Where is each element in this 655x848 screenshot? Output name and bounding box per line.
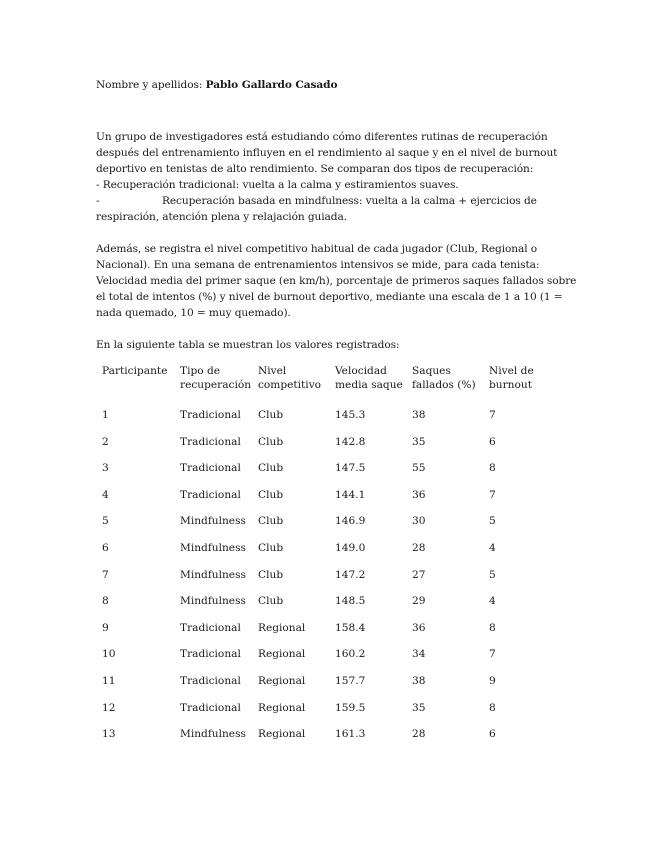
cell-participante: 10 bbox=[102, 648, 116, 661]
cell-burnout: 5 bbox=[489, 515, 496, 528]
bullet-mindfulness-cont: respiración, atención plena y relajación guiada. bbox=[96, 211, 347, 223]
cell-tipo: Mindfulness bbox=[180, 568, 246, 581]
cell-tipo: Tradicional bbox=[180, 674, 241, 687]
results-table bbox=[96, 364, 549, 754]
cell-tipo: Tradicional bbox=[180, 435, 241, 448]
cell-velocidad: 159.5 bbox=[335, 701, 366, 714]
student-name-line bbox=[96, 78, 337, 92]
context-line-3: Velocidad media del primer saque (en km/h), porcentaje de primeros saques fallados sobre bbox=[96, 275, 577, 287]
cell-nivel: Club bbox=[258, 462, 284, 475]
cell-burnout: 7 bbox=[489, 488, 496, 501]
header-nivel-burnout: Nivel de burnout bbox=[489, 365, 534, 391]
cell-nivel: Regional bbox=[258, 648, 306, 661]
cell-nivel: Club bbox=[258, 435, 284, 448]
cell-saques: 28 bbox=[412, 728, 426, 741]
cell-saques: 28 bbox=[412, 541, 426, 554]
table-row bbox=[96, 408, 549, 435]
intro-line-2: después del entrenamiento influyen en el rendimiento al saque y en el nivel de burnout bbox=[96, 147, 558, 159]
cell-burnout: 9 bbox=[489, 674, 496, 687]
cell-saques: 38 bbox=[412, 409, 426, 421]
cell-participante: 7 bbox=[102, 568, 109, 581]
table-row bbox=[96, 488, 549, 515]
header-velocidad-saque: Velocidad media saque bbox=[335, 365, 403, 391]
bullet-mindfulness-text: Recuperación basada en mindfulness: vuelta a la calma + ejercicios de bbox=[162, 195, 537, 207]
cell-participante: 1 bbox=[102, 409, 109, 421]
cell-velocidad: 161.3 bbox=[335, 728, 366, 741]
cell-burnout: 7 bbox=[489, 648, 496, 661]
header-nivel-competitivo: Nivel competitivo bbox=[258, 365, 322, 391]
cell-saques: 35 bbox=[412, 701, 426, 714]
cell-saques: 27 bbox=[412, 568, 426, 581]
cell-participante: 2 bbox=[102, 435, 109, 448]
cell-velocidad: 147.5 bbox=[335, 462, 366, 475]
cell-burnout: 7 bbox=[489, 409, 496, 421]
table-header-row bbox=[96, 364, 549, 408]
cell-nivel: Club bbox=[258, 595, 284, 608]
cell-velocidad: 160.2 bbox=[335, 648, 366, 661]
cell-burnout: 6 bbox=[489, 728, 496, 741]
cell-nivel: Regional bbox=[258, 674, 306, 687]
header-tipo-recuperacion: Tipo de recuperación bbox=[180, 365, 252, 391]
cell-participante: 3 bbox=[102, 462, 109, 475]
cell-velocidad: 145.3 bbox=[335, 409, 366, 421]
bullet-dash: - bbox=[96, 195, 100, 207]
cell-participante: 11 bbox=[102, 674, 116, 687]
cell-participante: 5 bbox=[102, 515, 109, 528]
cell-participante: 4 bbox=[102, 488, 109, 501]
cell-saques: 55 bbox=[412, 462, 426, 475]
table-row bbox=[96, 435, 549, 462]
context-line-4: el total de intentos (%) y nivel de burnout deportivo, mediante una escala de 1 a 10 (1 = bbox=[96, 291, 563, 303]
header-participante: Participante bbox=[102, 365, 168, 377]
cell-burnout: 5 bbox=[489, 568, 496, 581]
cell-nivel: Club bbox=[258, 568, 284, 581]
cell-nivel: Regional bbox=[258, 728, 306, 741]
cell-velocidad: 144.1 bbox=[335, 488, 366, 501]
cell-nivel: Club bbox=[258, 409, 284, 421]
cell-participante: 13 bbox=[102, 728, 116, 741]
cell-velocidad: 149.0 bbox=[335, 541, 366, 554]
table-row bbox=[96, 674, 549, 701]
cell-nivel: Regional bbox=[258, 621, 306, 634]
table-row bbox=[96, 647, 549, 674]
cell-tipo: Mindfulness bbox=[180, 541, 246, 554]
cell-burnout: 4 bbox=[489, 541, 496, 554]
table-row bbox=[96, 621, 549, 648]
cell-burnout: 8 bbox=[489, 701, 496, 714]
cell-saques: 38 bbox=[412, 674, 426, 687]
intro-line-1: Un grupo de investigadores está estudiando cómo diferentes rutinas de recuperación bbox=[96, 131, 548, 143]
name-label: Nombre y apellidos: bbox=[96, 79, 203, 91]
context-line-5: nada quemado, 10 = muy quemado). bbox=[96, 307, 291, 319]
table-body bbox=[96, 408, 549, 754]
cell-velocidad: 158.4 bbox=[335, 621, 366, 634]
cell-participante: 8 bbox=[102, 595, 109, 608]
cell-tipo: Tradicional bbox=[180, 409, 241, 421]
cell-tipo: Mindfulness bbox=[180, 728, 246, 741]
table-row bbox=[96, 461, 549, 488]
cell-burnout: 6 bbox=[489, 435, 496, 448]
cell-burnout: 8 bbox=[489, 621, 496, 634]
table-intro: En la siguiente tabla se muestran los valores registrados: bbox=[96, 339, 400, 351]
table-row bbox=[96, 594, 549, 621]
cell-tipo: Mindfulness bbox=[180, 515, 246, 528]
cell-tipo: Tradicional bbox=[180, 648, 241, 661]
cell-saques: 35 bbox=[412, 435, 426, 448]
cell-velocidad: 146.9 bbox=[335, 515, 366, 528]
cell-saques: 34 bbox=[412, 648, 426, 661]
cell-velocidad: 157.7 bbox=[335, 674, 366, 687]
cell-nivel: Club bbox=[258, 488, 284, 501]
cell-nivel: Club bbox=[258, 515, 284, 528]
table-row bbox=[96, 701, 549, 728]
cell-nivel: Regional bbox=[258, 701, 306, 714]
cell-saques: 36 bbox=[412, 621, 426, 634]
cell-tipo: Tradicional bbox=[180, 462, 241, 475]
table-row bbox=[96, 727, 549, 754]
cell-velocidad: 147.2 bbox=[335, 568, 366, 581]
cell-burnout: 4 bbox=[489, 595, 496, 608]
cell-saques: 36 bbox=[412, 488, 426, 501]
cell-tipo: Tradicional bbox=[180, 621, 241, 634]
context-line-1: Además, se registra el nivel competitivo habitual de cada jugador (Club, Regional o bbox=[96, 243, 538, 255]
cell-velocidad: 148.5 bbox=[335, 595, 366, 608]
table-row bbox=[96, 541, 549, 568]
intro-line-3: deportivo en tenistas de alto rendimiento. Se comparan dos tipos de recuperación: bbox=[96, 163, 534, 175]
cell-nivel: Club bbox=[258, 541, 284, 554]
bullet-traditional: - Recuperación tradicional: vuelta a la calma y estiramientos suaves. bbox=[96, 179, 459, 191]
header-saques-fallados: Saques fallados (%) bbox=[412, 365, 476, 391]
cell-participante: 9 bbox=[102, 621, 109, 634]
cell-velocidad: 142.8 bbox=[335, 435, 366, 448]
student-name: Pablo Gallardo Casado bbox=[205, 79, 338, 91]
cell-tipo: Tradicional bbox=[180, 488, 241, 501]
cell-saques: 29 bbox=[412, 595, 426, 608]
cell-tipo: Mindfulness bbox=[180, 595, 246, 608]
cell-participante: 6 bbox=[102, 541, 109, 554]
context-line-2: Nacional). En una semana de entrenamientos intensivos se mide, para cada tenista: bbox=[96, 259, 540, 271]
cell-participante: 12 bbox=[102, 701, 116, 714]
cell-saques: 30 bbox=[412, 515, 426, 528]
cell-tipo: Tradicional bbox=[180, 701, 241, 714]
table-row bbox=[96, 568, 549, 595]
cell-burnout: 8 bbox=[489, 462, 496, 475]
bullet-mindfulness bbox=[96, 194, 537, 208]
table-row bbox=[96, 514, 549, 541]
